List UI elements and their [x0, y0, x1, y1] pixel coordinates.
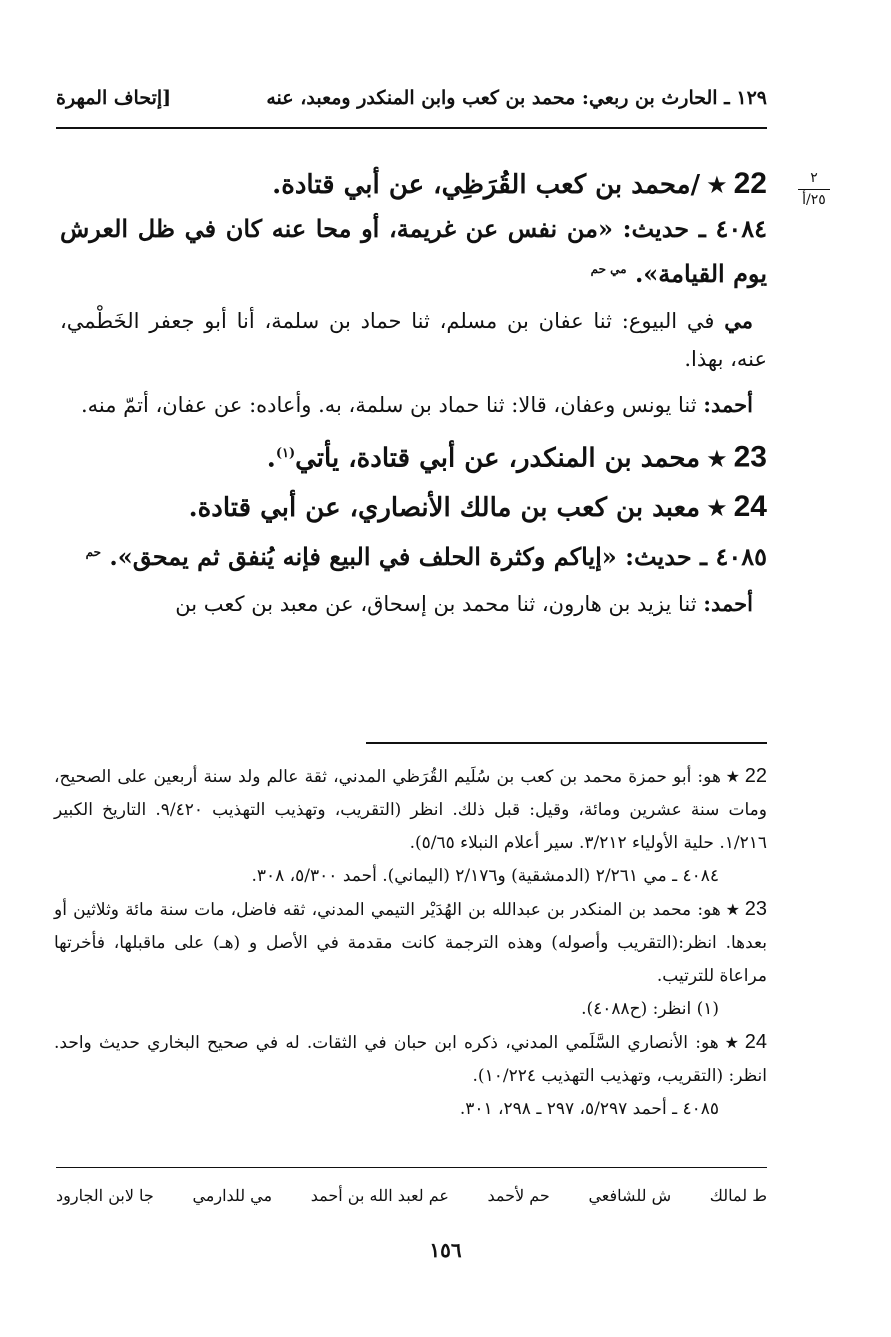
note-number: 24 — [744, 1031, 767, 1053]
isnad-ahmad-2 — [60, 585, 767, 623]
page-number: ١٥٦ — [429, 1238, 462, 1262]
isnad-text: ثنا يونس وعفان، قالا: ثنا حماد بن سلمة، به. وأعاده: عن عفان، أتمّ منه. — [80, 393, 697, 417]
note-number: 22 — [744, 765, 767, 787]
source-label: مي — [724, 308, 753, 333]
hadith-text: ٤٠٨٥ ـ حديث: «إياكم وكثرة الحلف في البيع فإنه يُنفق ثم يمحق». — [109, 541, 767, 571]
note-4084: ٤٠٨٤ ـ مي ٢/٢٦١ (الدمشقية) و٢/١٧٦ (اليماني). أحمد ٥/٣٠٠، ٣٠٨. — [251, 866, 719, 886]
abbrev-item: حم لأحمد — [487, 1185, 550, 1205]
note-22 — [54, 760, 767, 860]
star-icon: ★ — [724, 767, 741, 786]
folio-bottom: ٢٥/أ — [802, 191, 826, 208]
abbrev-item: عم لعبد الله بن أحمد — [310, 1185, 449, 1205]
running-header — [56, 84, 767, 112]
footnote-1: (١) انظر: (ح٤٠٨٨). — [581, 999, 719, 1019]
star-icon: ★ — [722, 1033, 741, 1052]
source-label: أحمد: — [703, 590, 753, 616]
note-4085: ٤٠٨٥ ـ أحمد ٥/٢٩٧، ٢٩٧ ـ ٢٩٨، ٣٠١. — [459, 1099, 719, 1119]
isnad-text: ثنا يزيد بن هارون، ثنا محمد بن إسحاق، عن معبد بن كعب بن — [175, 591, 697, 616]
folio-divider — [798, 189, 830, 190]
note-23 — [54, 893, 767, 993]
narrator-text: معبد بن كعب بن مالك الأنصاري، عن أبي قتادة. — [188, 492, 701, 523]
note-24 — [54, 1026, 767, 1093]
abbrev-item: ط لمالك — [709, 1185, 767, 1205]
hadith-4084 — [60, 209, 767, 294]
footnote-ref: (١) — [275, 446, 296, 461]
footnotes — [54, 760, 767, 1126]
narrator-text: محمد بن المنكدر، عن أبي قتادة، يأتي — [295, 443, 701, 474]
isnad-darimi — [60, 302, 767, 378]
narrator-end: . — [266, 443, 276, 474]
footnote-rule — [366, 742, 767, 744]
note-text: هو: أبو حمزة محمد بن كعب بن سُلَيم القُرَظي المدني، ثقة عالم ولد سنة أربعين على الصحيح، ومات سنة عشرين ومائة، وقيل: قبل ذلك. انظر (التقريب، وتهذيب التهذيب ٩/٤٢٠. التاريخ الكبير ١/٢١٦. حلية الأولياء ٣/٢١٢. سير أعلام النبلاء ٥/٦٥). — [54, 767, 767, 853]
manuscript-folio-note — [794, 170, 834, 209]
source-label: أحمد: — [703, 392, 753, 417]
narrator-heading-23 — [60, 430, 767, 483]
isnad-ahmad-1 — [60, 386, 767, 424]
star-icon: ★ — [706, 493, 728, 522]
star-icon: ★ — [706, 444, 728, 473]
narrator-heading-24 — [60, 483, 767, 532]
abbrev-item: مي للدارمي — [192, 1185, 273, 1205]
hadith-text: ٤٠٨٤ ـ حديث: «من نفس عن غريمة، أو محا عنه كان في ظل العرش يوم القيامة». — [60, 214, 767, 288]
header-book-title: [إتحاف المهرة — [56, 87, 172, 109]
abbrev-item: ش للشافعي — [588, 1185, 672, 1205]
folio-top: ٢ — [810, 170, 818, 186]
narrator-number: 22 — [733, 167, 767, 200]
note-text: هو: محمد بن المنكدر بن عبدالله بن الهُدَيْر التيمي المدني، ثقه فاضل، مات سنة مائة وثلاثين أو بعدها. انظر:(التقريب وأصوله) وهذه الترجمة كانت مقدمة في الأصل و (هـ) على ماقبلها، فأخرتها مراعاة للترتيب. — [54, 900, 767, 986]
header-rule — [56, 127, 767, 129]
abbreviations-rule — [56, 1167, 767, 1168]
header-title: ١٢٩ ـ الحارث بن ربعي: محمد بن كعب وابن المنكدر ومعبد، عنه — [266, 87, 767, 109]
source-marker: حم — [85, 544, 101, 559]
note-number: 23 — [744, 898, 768, 920]
source-marker: مي حم — [590, 262, 627, 276]
isnad-text: في البيوع: ثنا عفان بن مسلم، ثنا حماد بن سلمة، أنا أبو جعفر الخَطْمي، عنه، بهذا. — [60, 309, 767, 371]
narrator-number: 24 — [733, 489, 767, 523]
abbreviations-key — [56, 1180, 767, 1210]
star-icon: ★ — [724, 900, 741, 919]
narrator-heading-22 — [60, 160, 767, 209]
narrator-text: /محمد بن كعب القُرَظِي، عن أبي قتادة. — [272, 170, 701, 200]
narrator-number: 23 — [733, 440, 767, 474]
hadith-4085 — [60, 532, 767, 577]
note-text: هو: الأنصاري السَّلَمي المدني، ذكره ابن حبان في الثقات. له في صحيح البخاري حديث واحد. انظر: (التقريب، وتهذيب التهذيب ١٠/٢٢٤). — [54, 1033, 767, 1086]
main-text — [60, 160, 767, 629]
star-icon: ★ — [706, 171, 728, 199]
abbrev-item: جا لابن الجارود — [56, 1185, 154, 1205]
